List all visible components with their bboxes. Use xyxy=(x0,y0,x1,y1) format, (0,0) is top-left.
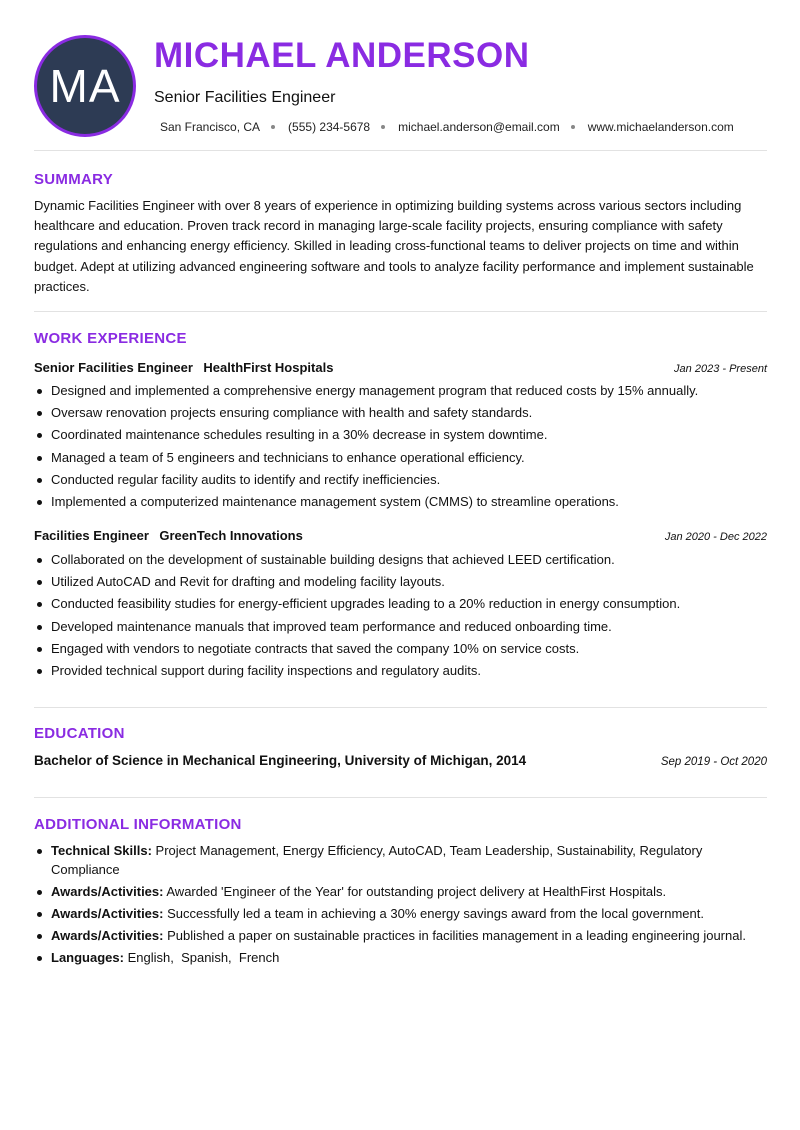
list-item xyxy=(34,842,767,879)
job-bullets xyxy=(34,380,767,513)
bullet-separator xyxy=(571,125,575,129)
candidate-name: MICHAEL ANDERSON xyxy=(154,36,530,75)
divider xyxy=(34,707,767,708)
item-label: Awards/Activities: xyxy=(51,927,164,943)
list-item: Provided technical support during facility inspections and regulatory audits. xyxy=(34,660,767,682)
job-role: Senior Facilities Engineer xyxy=(34,360,193,375)
divider xyxy=(34,797,767,798)
additional-info-list xyxy=(34,842,767,971)
job-dates: Jan 2023 - Present xyxy=(674,363,767,375)
avatar xyxy=(34,35,136,137)
summary-text: Dynamic Facilities Engineer with over 8 years of experience in optimizing building systems across various sectors including healthcare and education. Proven track record in managing large-scale facility projects, ensuring compliance with safety regulations and enhancing energy efficiency. Skilled in leading cross-functional teams to deliver projects on time and within budget. Adept at utilizing advanced engineering software and tools to analyze facility performance and implement sustainable practices. xyxy=(34,198,754,294)
job-company: HealthFirst Hospitals xyxy=(203,360,334,375)
education-entry xyxy=(34,753,767,768)
education-dates: Sep 2019 - Oct 2020 xyxy=(660,756,767,768)
section-heading-experience: WORK EXPERIENCE xyxy=(34,330,187,347)
list-item xyxy=(34,883,767,902)
list-item: Coordinated maintenance schedules resulting in a 30% decrease in system downtime. xyxy=(34,424,767,446)
job-company: GreenTech Innovations xyxy=(159,528,303,543)
list-item: Conducted regular facility audits to identify and rectify inefficiencies. xyxy=(34,469,767,491)
list-item: Collaborated on the development of sustainable building designs that achieved LEED certification. xyxy=(34,549,767,571)
item-label: Awards/Activities: xyxy=(51,883,164,899)
education-degree: Bachelor of Science in Mechanical Engineering, University of Michigan, 2014 xyxy=(34,753,527,768)
list-item: Oversaw renovation projects ensuring compliance with health and safety standards. xyxy=(34,402,767,424)
divider xyxy=(34,150,767,151)
contact-location: San Francisco, CA xyxy=(160,120,261,134)
candidate-title: Senior Facilities Engineer xyxy=(154,89,336,106)
list-item: Developed maintenance manuals that improved team performance and reduced onboarding time. xyxy=(34,616,767,638)
section-heading-summary: SUMMARY xyxy=(34,171,114,188)
item-label: Awards/Activities: xyxy=(51,905,164,921)
list-item: Managed a team of 5 engineers and technicians to enhance operational efficiency. xyxy=(34,447,767,469)
list-item: Utilized AutoCAD and Revit for drafting and modeling facility layouts. xyxy=(34,571,767,593)
job-role: Facilities Engineer xyxy=(34,528,149,543)
job-bullets xyxy=(34,549,767,682)
item-text: English, Spanish, French xyxy=(127,950,280,965)
list-item: Designed and implemented a comprehensive energy management program that reduced costs by 15% annually. xyxy=(34,380,767,402)
list-item xyxy=(34,927,767,946)
item-text: Published a paper on sustainable practices in facilities management in a leading engineering journal. xyxy=(167,927,746,943)
item-text: Awarded 'Engineer of the Year' for outstanding project delivery at HealthFirst Hospitals. xyxy=(166,883,667,899)
item-label: Languages: xyxy=(51,950,124,965)
bullet-separator xyxy=(381,125,385,129)
item-text: Project Management, Energy Efficiency, AutoCAD, Team Leadership, Sustainability, Regulatory Compliance xyxy=(51,843,703,877)
contact-bar xyxy=(160,120,734,134)
contact-phone: (555) 234-5678 xyxy=(288,120,371,134)
bullet-separator xyxy=(271,125,275,129)
section-heading-education: EDUCATION xyxy=(34,725,125,742)
item-text: Successfully led a team in achieving a 30% energy savings award from the local government. xyxy=(167,905,704,921)
job-header xyxy=(34,359,767,377)
contact-website[interactable]: www.michaelanderson.com xyxy=(587,120,734,134)
list-item: Implemented a computerized maintenance management system (CMMS) to streamline operations. xyxy=(34,491,767,513)
list-item xyxy=(34,905,767,924)
list-item xyxy=(34,949,767,968)
job-dates: Jan 2020 - Dec 2022 xyxy=(664,531,767,543)
list-item: Engaged with vendors to negotiate contracts that saved the company 10% on service costs. xyxy=(34,638,767,660)
list-item: Conducted feasibility studies for energy-efficient upgrades leading to a 20% reduction in energy consumption. xyxy=(34,593,767,615)
avatar-initials: MA xyxy=(49,60,121,112)
item-label: Technical Skills: xyxy=(51,843,152,858)
job-header xyxy=(34,527,767,545)
contact-email[interactable]: michael.anderson@email.com xyxy=(398,120,560,134)
divider xyxy=(34,311,767,312)
section-heading-additional: ADDITIONAL INFORMATION xyxy=(34,816,242,833)
